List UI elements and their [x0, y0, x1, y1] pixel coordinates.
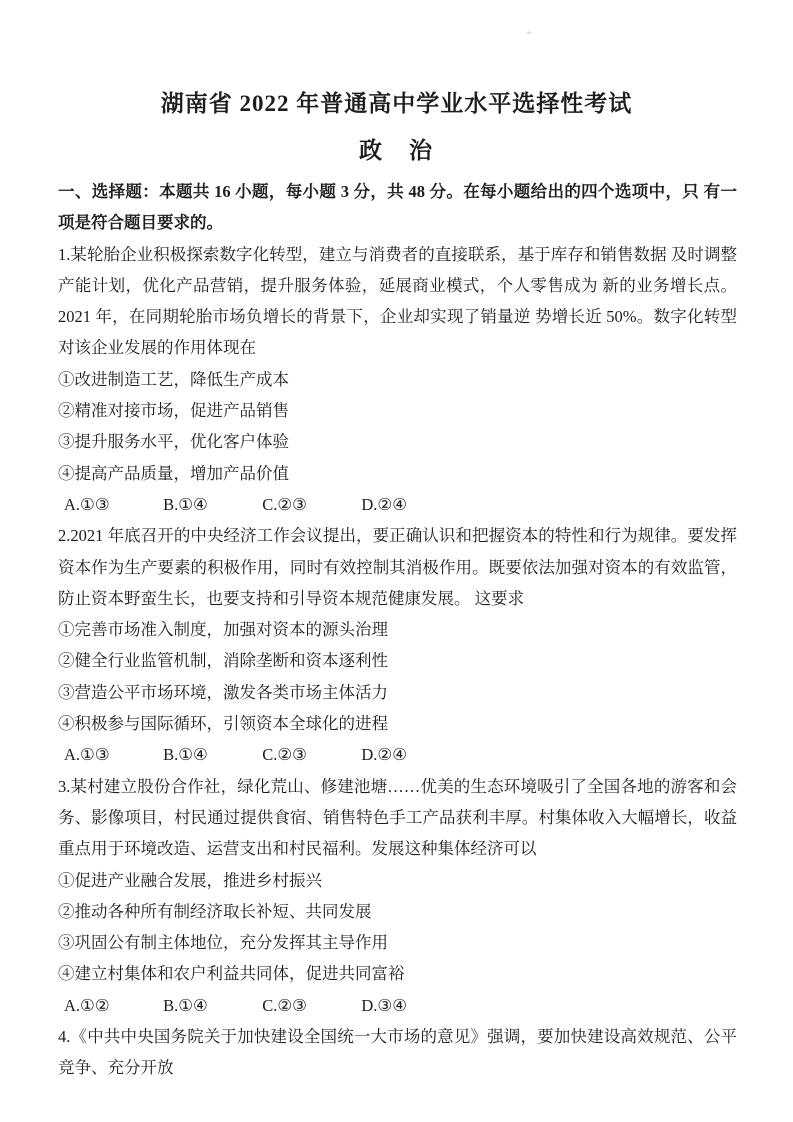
question-1-answer-choices	[58, 489, 737, 520]
question-3-option-3: ③巩固公有制主体地位，充分发挥其主导作用	[58, 933, 388, 953]
question-2-option-1: ①完善市场准入制度，加强对资本的源头治理	[58, 620, 388, 640]
answer-choice-d: D.③④	[361, 995, 407, 1015]
answer-choice-d: D.②④	[361, 745, 407, 765]
question-1-option-4: ④提高产品质量，增加产品价值	[58, 463, 289, 483]
exam-title: 湖南省 2022 年普通高中学业水平选择性考试	[160, 91, 633, 116]
section-instructions: 一、选择题：本题共 16 小题，每小题 3 分，共 48 分。在每小题给出的四个选项中，只 有一项是符合题目要求的。	[58, 182, 737, 233]
question-2-stem: 2.2021 年底召开的中央经济工作会议提出，要正确认识和把握资本的特性和行为规律。要发挥资本作为生产要素的积极作用，同时有效控制其消极作用。既要依法加强对资本的有效监管，防止资本野蛮生长，也要支持和引导资本规范健康发展。 这要求	[58, 526, 737, 608]
exam-body	[58, 176, 737, 1084]
question-3	[58, 771, 737, 1021]
question-1-option-1: ①改进制造工艺，降低生产成本	[58, 369, 289, 389]
answer-choice-d: D.②④	[361, 494, 407, 514]
question-2-answer-choices	[58, 739, 737, 770]
question-3-option-1: ①促进产业融合发展，推进乡村振兴	[58, 870, 322, 890]
answer-choice-a: A.①②	[64, 995, 110, 1015]
scan-artifact-mark: +	[526, 27, 533, 39]
question-3-option-4: ④建立村集体和农户利益共同体，促进共同富裕	[58, 964, 405, 984]
question-2-option-2: ②健全行业监管机制，消除垄断和资本逐利性	[58, 651, 388, 671]
answer-choice-b: B.①④	[163, 494, 208, 514]
question-3-answer-choices	[58, 990, 737, 1021]
question-1-stem: 1.某轮胎企业积极探索数字化转型，建立与消费者的直接联系，基于库存和销售数据 及时调整产能计划，优化产品营销，提升服务体验，延展商业模式，个人零售成为 新的业务增长点。2021 年，在同期轮胎市场负增长的背景下，企业却实现了销量逆 势增长近 50%。数字化转型对该企业发展的作用体现在	[58, 244, 737, 358]
question-2-option-3: ③营造公平市场环境，激发各类市场主体活力	[58, 682, 388, 702]
answer-choice-c: C.②③	[262, 745, 307, 765]
answer-choice-a: A.①③	[64, 745, 110, 765]
question-1-option-2: ②精准对接市场，促进产品销售	[58, 401, 289, 421]
exam-subject-title: 政 治	[359, 138, 434, 163]
question-2	[58, 520, 737, 770]
question-2-option-4: ④积极参与国际循环，引领资本全球化的进程	[58, 714, 388, 734]
answer-choice-b: B.①④	[163, 995, 208, 1015]
exam-header	[0, 0, 793, 164]
question-4	[58, 1021, 737, 1084]
question-3-stem: 3.某村建立股份合作社，绿化荒山、修建池塘……优美的生态环境吸引了全国各地的游客和会务、影像项目，村民通过提供食宿、销售特色手工产品获利丰厚。村集体收入大幅增长，收益重点用于环境改造、运营支出和村民福利。发展这种集体经济可以	[58, 776, 737, 859]
question-1-option-3: ③提升服务水平，优化客户体验	[58, 432, 289, 452]
answer-choice-b: B.①④	[163, 745, 208, 765]
answer-choice-c: C.②③	[262, 995, 307, 1015]
answer-choice-c: C.②③	[262, 494, 307, 514]
answer-choice-a: A.①③	[64, 494, 110, 514]
question-4-stem: 4.《中共中央国务院关于加快建设全国统一大市场的意见》强调，要加快建设高效规范、公平竞争、充分开放	[58, 1027, 737, 1078]
question-1	[58, 239, 737, 521]
question-3-option-2: ②推动各种所有制经济取长补短、共同发展	[58, 901, 372, 921]
